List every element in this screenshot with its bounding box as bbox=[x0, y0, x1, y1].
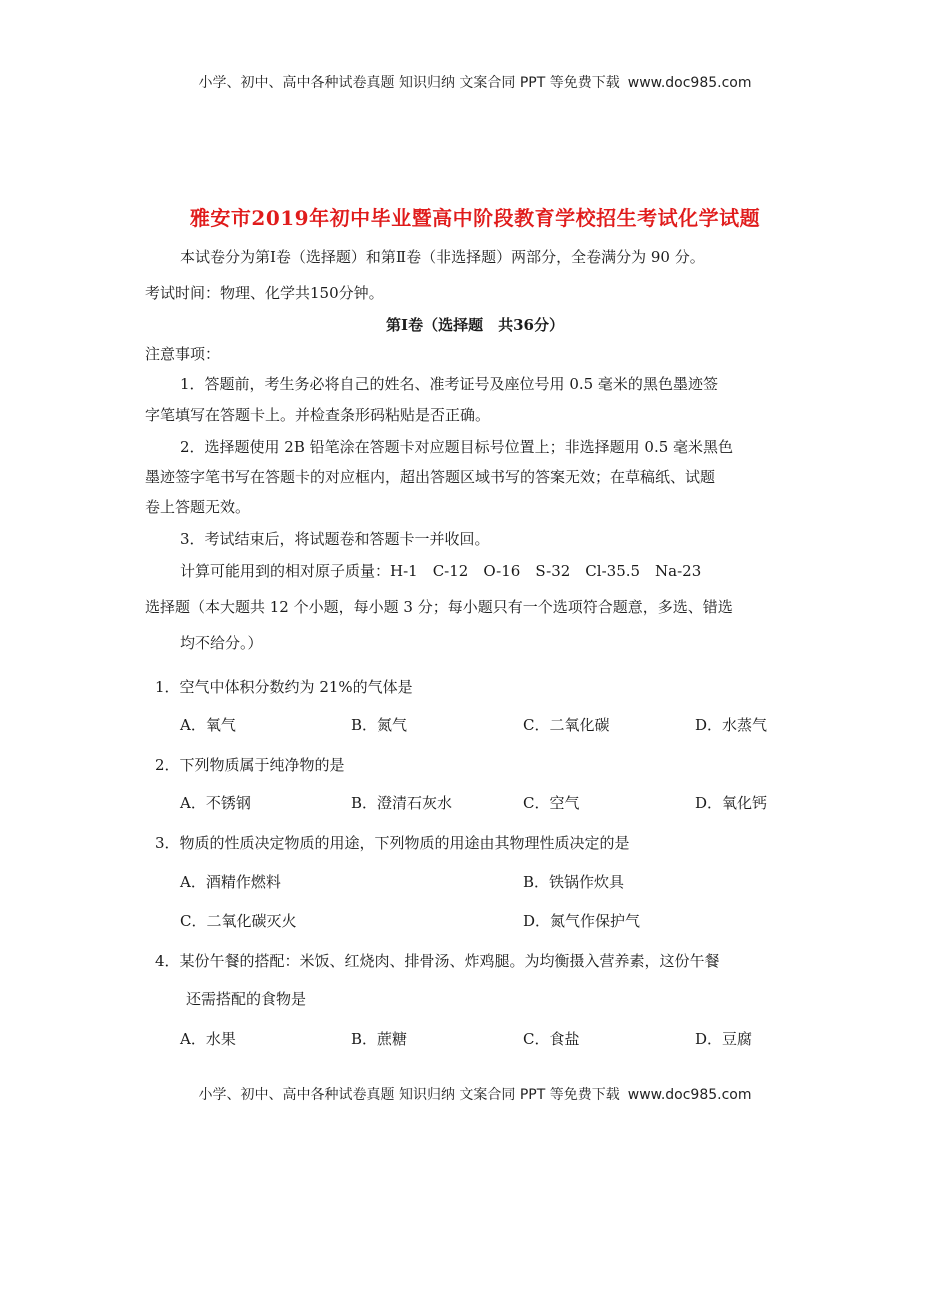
notes-label: 注意事项： bbox=[145, 345, 221, 363]
choice-intro-line-2: 均不给分。） bbox=[180, 634, 263, 652]
question-2-option-b: B．澄清石灰水 bbox=[351, 794, 453, 812]
question-4-option-c: C．食盐 bbox=[523, 1030, 580, 1048]
question-1-option-c: C．二氧化碳 bbox=[523, 716, 610, 734]
header-site-link[interactable]: www.doc985.com bbox=[627, 75, 752, 91]
question-1-option-b: B．氮气 bbox=[351, 716, 408, 734]
note-3: 3．考试结束后，将试题卷和答题卡一并收回。 bbox=[180, 530, 490, 548]
question-4-stem-line-1: 4．某份午餐的搭配：米饭、红烧肉、排骨汤、炸鸡腿。为均衡摄入营养素，这份午餐 bbox=[155, 952, 720, 970]
page-header bbox=[0, 72, 950, 92]
note-2-line-3: 卷上答题无效。 bbox=[145, 498, 251, 516]
question-2-option-d: D．氧化钙 bbox=[695, 794, 768, 812]
question-4-stem-line-2: 还需搭配的食物是 bbox=[186, 990, 307, 1008]
choice-intro-line-1: 选择题（本大题共 12 个小题，每小题 3 分；每小题只有一个选项符合题意，多选、错选 bbox=[145, 598, 733, 616]
note-1-line-2: 字笔填写在答题卡上。并检查条形码粘贴是否正确。 bbox=[145, 406, 491, 424]
footer-site-link[interactable]: www.doc985.com bbox=[627, 1087, 752, 1103]
intro-line-2: 考试时间：物理、化学共150分钟。 bbox=[145, 284, 384, 302]
question-3-option-d: D．氮气作保护气 bbox=[523, 912, 641, 930]
intro-line-1: 本试卷分为第Ⅰ卷（选择题）和第Ⅱ卷（非选择题）两部分，全卷满分为 90 分。 bbox=[180, 248, 705, 266]
question-1-option-a: A．氧气 bbox=[180, 716, 236, 734]
question-3-option-c: C．二氧化碳灭火 bbox=[180, 912, 297, 930]
question-2-option-c: C．空气 bbox=[523, 794, 580, 812]
note-1-line-1: 1．答题前，考生务必将自己的姓名、准考证号及座位号用 0.5 毫米的黑色墨迹签 bbox=[180, 375, 718, 393]
question-2-stem: 2．下列物质属于纯净物的是 bbox=[155, 756, 345, 774]
note-2-line-1: 2．选择题使用 2B 铅笔涂在答题卡对应题目标号位置上；非选择题用 0.5 毫米黑色 bbox=[180, 438, 734, 456]
question-4-option-a: A．水果 bbox=[180, 1030, 236, 1048]
page-footer bbox=[0, 1084, 950, 1104]
question-3-option-b: B．铁锅作炊具 bbox=[523, 873, 625, 891]
footer-text: 小学、初中、高中各种试卷真题 知识归纳 文案合同 PPT 等免费下载 bbox=[198, 1087, 620, 1103]
exam-title: 雅安市2019年初中毕业暨高中阶段教育学校招生考试化学试题 bbox=[189, 206, 761, 230]
section-title: 第Ⅰ卷（选择题 共36分） bbox=[386, 316, 564, 334]
question-4-option-d: D．豆腐 bbox=[695, 1030, 753, 1048]
note-2-line-2: 墨迹签字笔书写在答题卡的对应框内，超出答题区域书写的答案无效；在草稿纸、试题 bbox=[145, 468, 716, 486]
atomic-masses: 计算可能用到的相对原子质量：H-1 C-12 O-16 S-32 Cl-35.5 Na-23 bbox=[180, 562, 702, 580]
question-3-option-a: A．酒精作燃料 bbox=[180, 873, 281, 891]
question-2-option-a: A．不锈钢 bbox=[180, 794, 251, 812]
question-4-option-b: B．蔗糖 bbox=[351, 1030, 408, 1048]
question-1-stem: 1．空气中体积分数约为 21%的气体是 bbox=[155, 678, 413, 696]
question-3-stem: 3．物质的性质决定物质的用途，下列物质的用途由其物理性质决定的是 bbox=[155, 834, 630, 852]
header-text: 小学、初中、高中各种试卷真题 知识归纳 文案合同 PPT 等免费下载 bbox=[198, 75, 620, 91]
question-1-option-d: D．水蒸气 bbox=[695, 716, 768, 734]
